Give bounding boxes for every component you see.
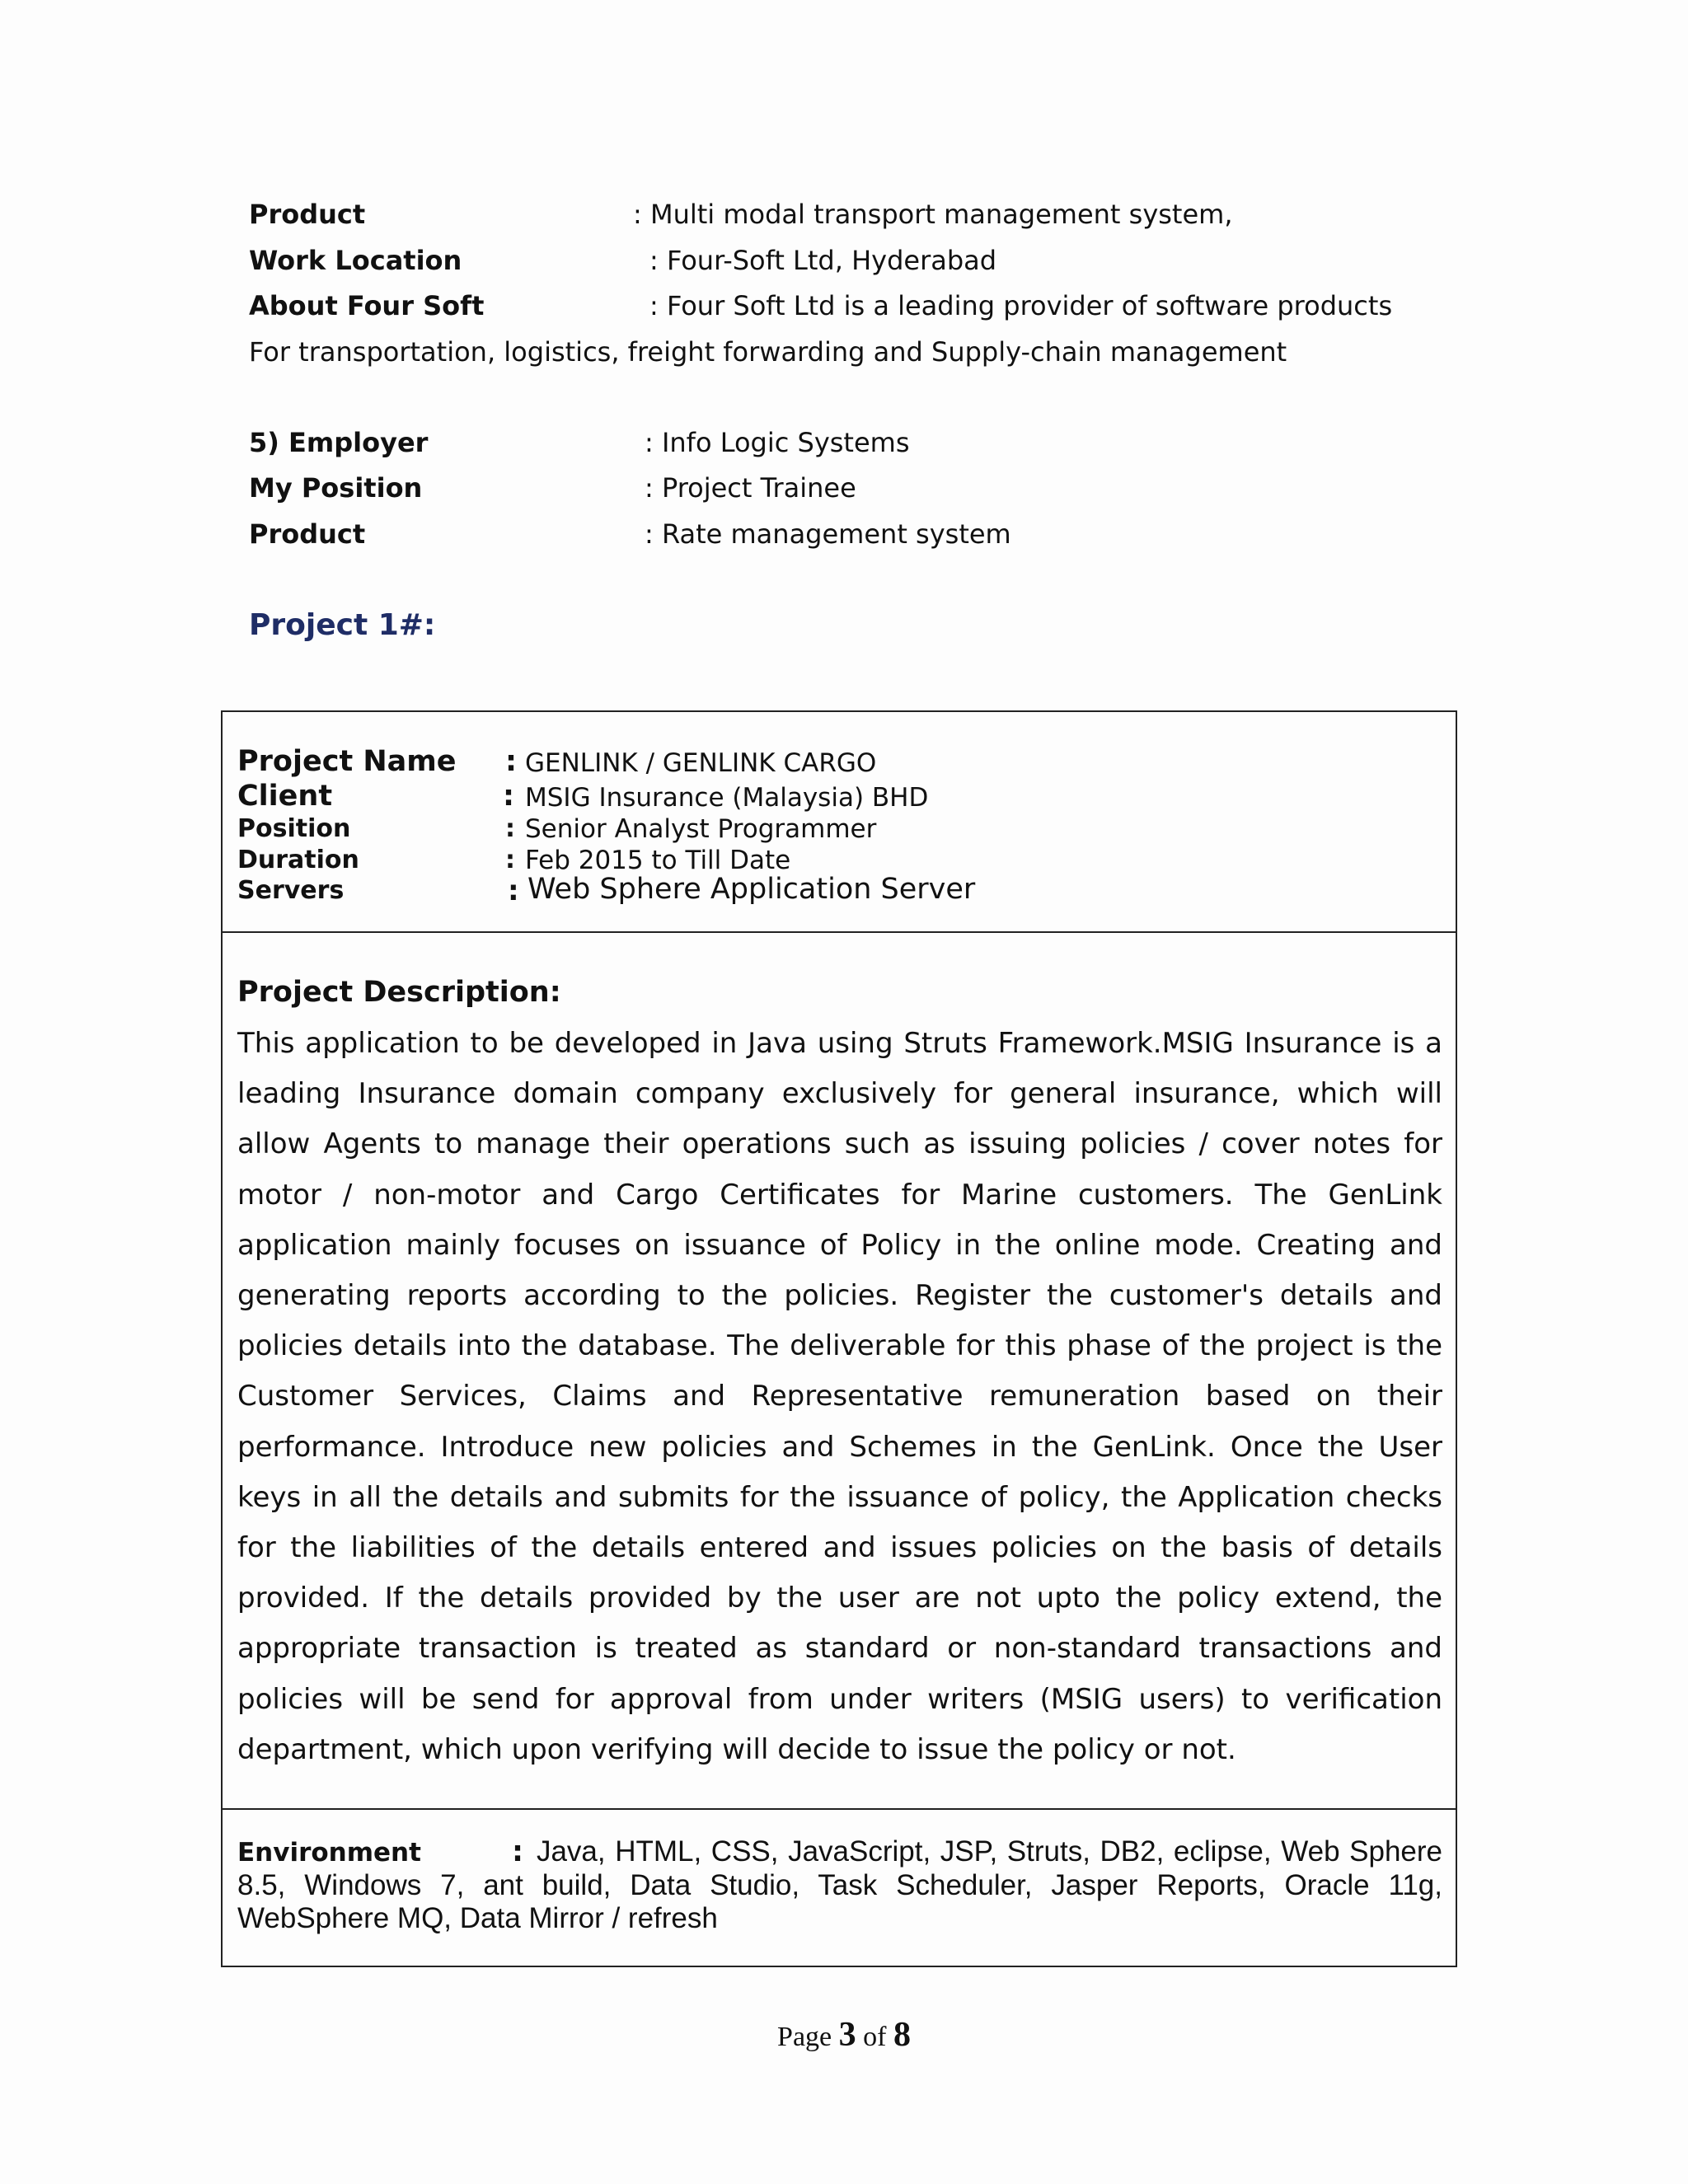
box-divider-bottom [223,1808,1456,1810]
product-value: : Multi modal transport management system, [633,199,1233,230]
servers-row [237,873,976,907]
project-name-row [237,745,877,778]
work-location-row [249,244,997,277]
my-position-label: My Position [249,472,423,504]
project-description-text: This application to be developed in Java using Struts Framework.MSIG Insurance is a leading Insurance domain company exclusively for general insurance, which will allow Agents to manage their operations such as issuing policies / cover notes for motor / non-motor and Cargo Certificates for Marine customers. The GenLink application mainly focuses on issuance of Policy in the online mode. Creating and generating reports according to the policies. Register the customer's details and policies details into the database. The deliverable for this phase of the project is the Customer Services, Claims and Representative remuneration based on their performance. Introduce new policies and Schemes in the GenLink. Once the User keys in all the details and submits for the issuance of policy, the Application checks for the liabilities of the details entered and issues policies on the basis of details provided. If the details provided by the user are not upto the policy extend, the appropriate transaction is treated as standard or non-standard transactions and policies will be send for approval from under writers (MSIG users) to verification department, which upon verifying will decide to issue the policy or not. [237,1027,1442,1766]
page-footer-prefix: Page [777,2022,832,2052]
servers-label: Servers [237,876,345,905]
client-row [237,780,929,813]
employer-row [249,426,910,459]
position-row [237,814,877,844]
project-name-colon: : [505,745,517,778]
client-colon: : [503,780,514,813]
client-value: MSIG Insurance (Malaysia) BHD [525,783,929,813]
project-info-section [223,712,1456,931]
about-four-soft-continuation: For transportation, logistics, freight forwarding and Supply-chain management [249,336,1287,368]
environment-value: Java, HTML, CSS, JavaScript, JSP, Struts, DB2, eclipse, Web Sphere 8.5, Windows 7, ant build, Data Studio, Task Scheduler, Jasper Reports, Oracle 11g, WebSphere MQ, Data Mirror / refresh [237,1835,1442,1934]
about-four-soft-label: About Four Soft [249,290,485,321]
box-divider-top [223,931,1456,933]
employer-product-row [249,518,1011,551]
my-position-value: : Project Trainee [645,472,856,504]
about-four-soft-row [249,289,1393,322]
project-name-label: Project Name [237,745,457,778]
project-section-heading: Project 1#: [249,608,436,642]
project-description-title: Project Description: [237,976,561,1009]
environment-label: Environment [237,1838,421,1868]
page-footer [0,2015,1688,2055]
page-footer-current: 3 [838,2016,856,2054]
duration-colon: : [505,846,515,874]
product-row [249,198,1233,231]
about-four-soft-value: : Four Soft Ltd is a leading provider of software products [649,290,1393,321]
work-location-value: : Four-Soft Ltd, Hyderabad [649,245,997,276]
servers-value: Web Sphere Application Server [528,873,976,906]
employer-label: 5) Employer [249,427,429,458]
duration-value: Feb 2015 to Till Date [525,846,791,875]
environment-block [237,1835,1442,1935]
client-label: Client [237,780,333,813]
product-label: Product [249,199,366,230]
project-details-box [221,710,1457,1967]
position-value: Senior Analyst Programmer [525,814,877,844]
employer-value: : Info Logic Systems [645,427,910,458]
project-name-value: GENLINK / GENLINK CARGO [525,748,877,778]
employer-product-value: : Rate management system [645,518,1011,550]
servers-colon: : [508,874,519,907]
employer-product-label: Product [249,518,366,550]
page-footer-of: of [863,2022,887,2052]
environment-colon: : [511,1835,523,1868]
position-colon: : [505,814,515,843]
my-position-row [249,471,856,504]
duration-row [237,846,791,875]
duration-label: Duration [237,846,359,874]
work-location-label: Work Location [249,245,462,276]
page-footer-total: 8 [893,2016,911,2054]
position-label: Position [237,814,351,843]
